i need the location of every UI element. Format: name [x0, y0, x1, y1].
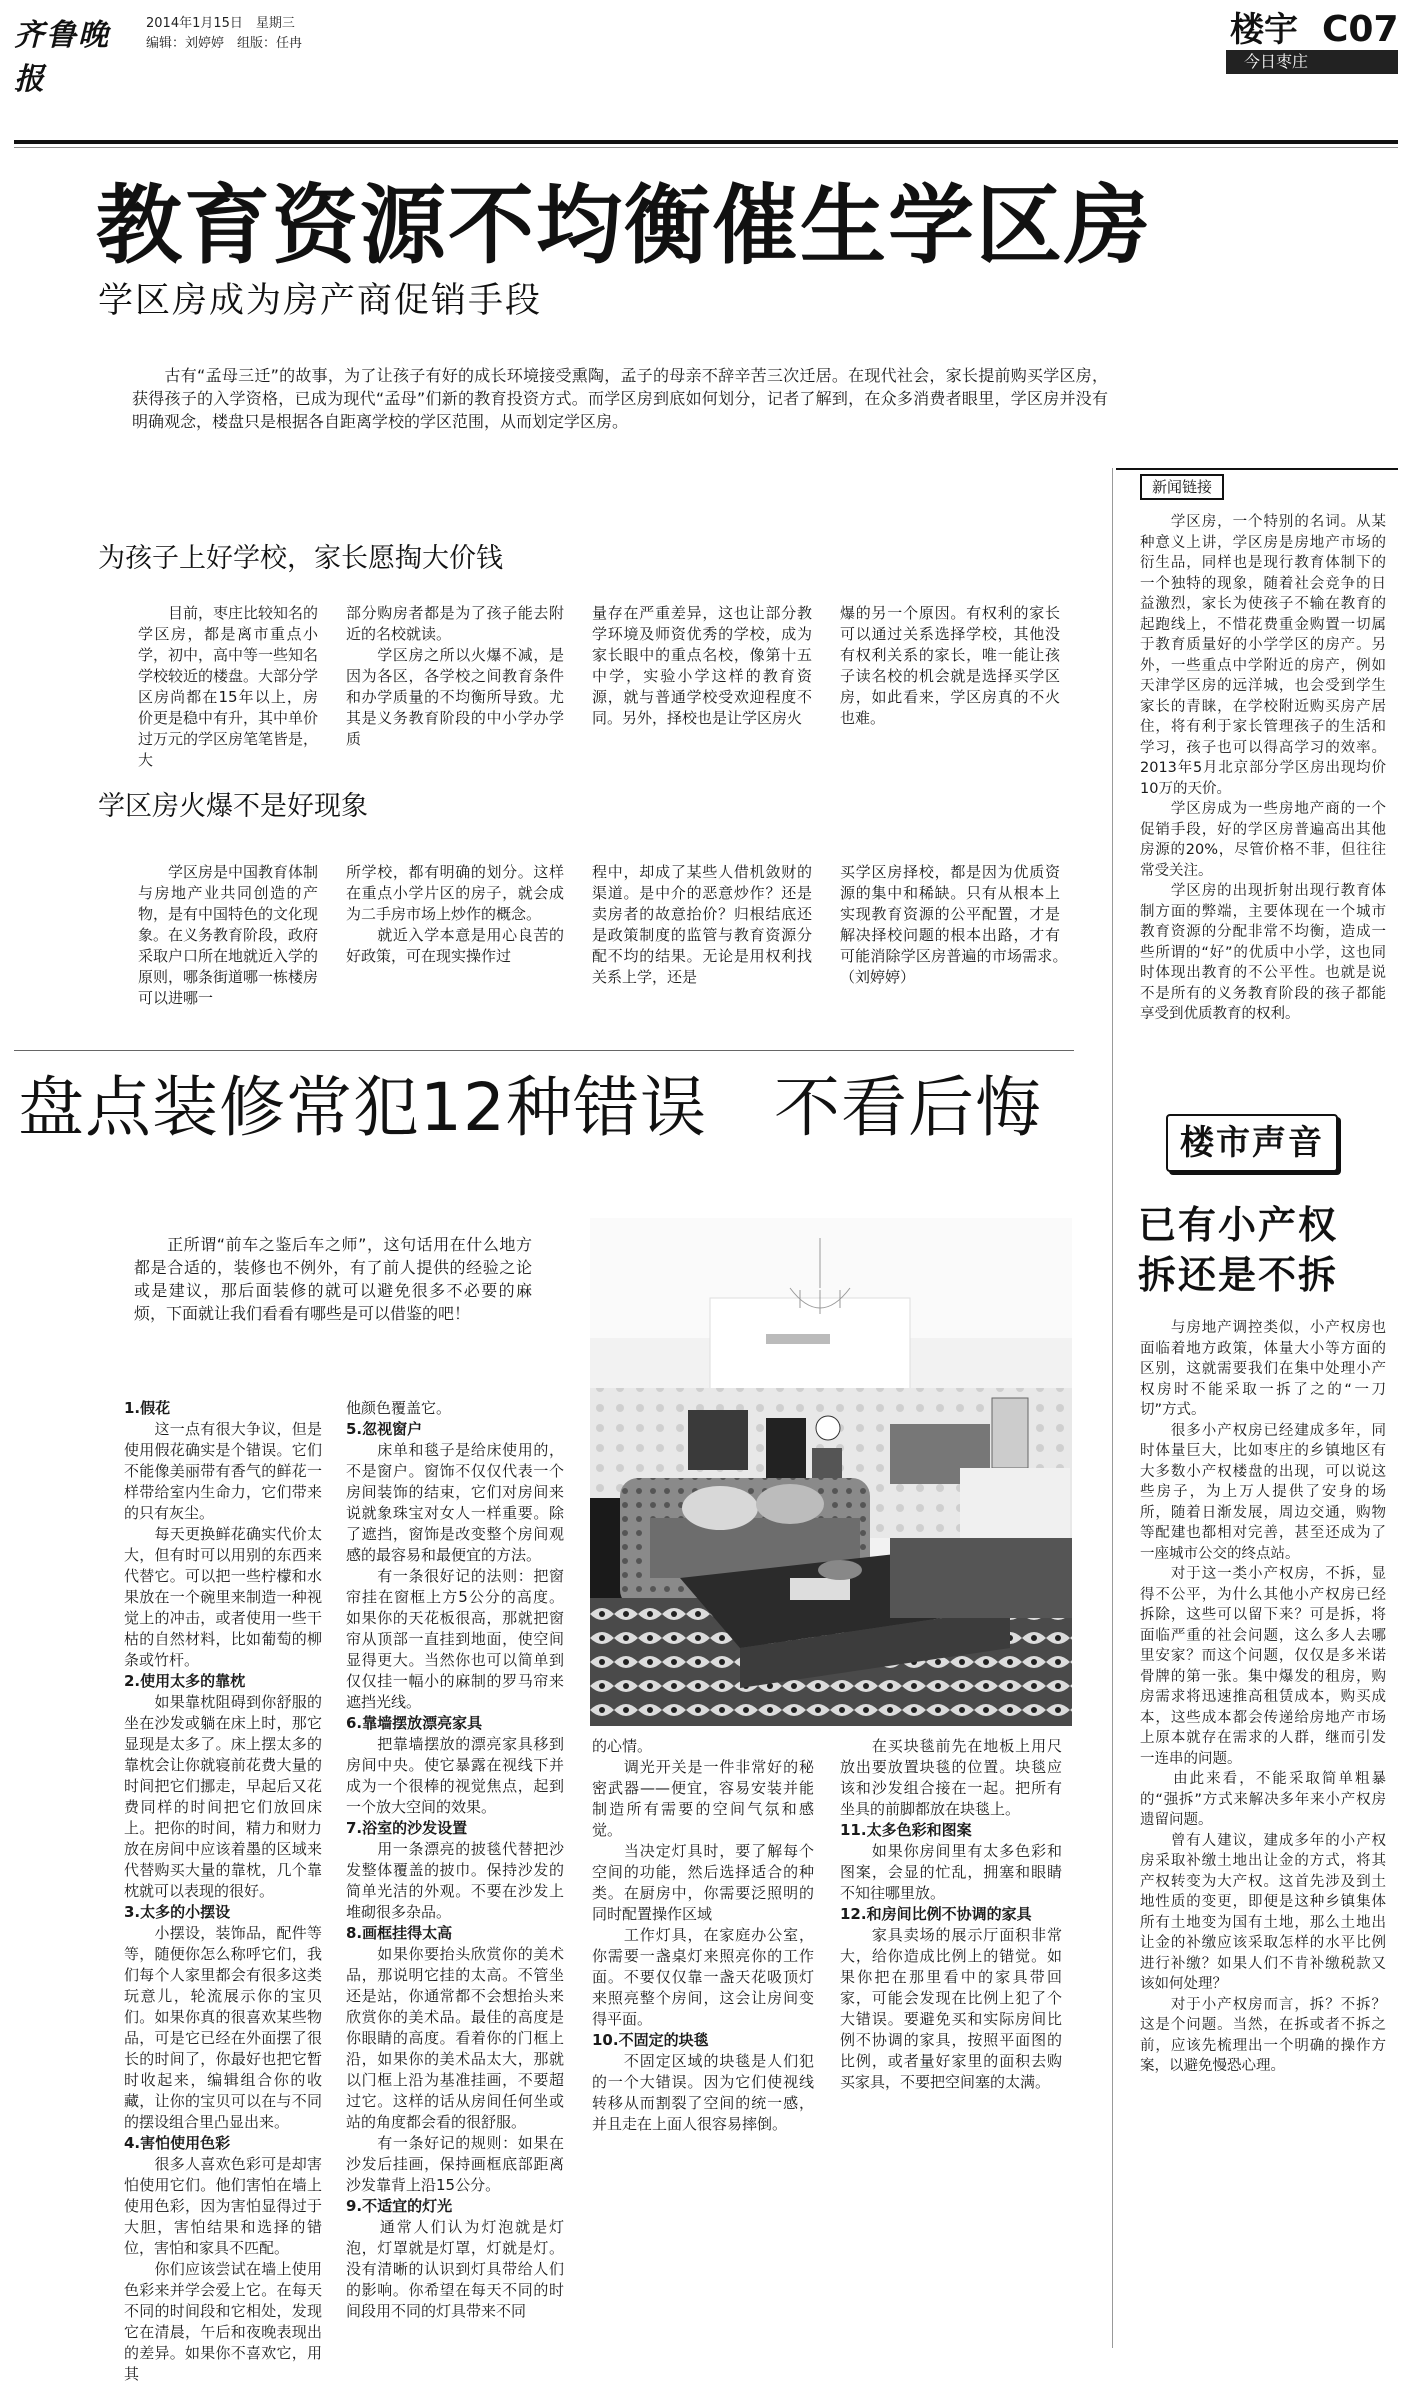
lead-section2-col: 学区房是中国教育体制与房地产业共同创造的产物，是有中国特色的文化现象。在义务教育阶段，政府采取户口所在地就近入学的原则，哪条街道哪一栋楼房可以进哪一	[138, 863, 319, 1007]
item-body: 在买块毯前先在地板上用尺放出要放置块毯的位置。块毯应该和沙发组合接在一起。把所有坐具的前脚都放在块毯上。	[840, 1737, 1062, 1818]
item-body: 把靠墙摆放的漂亮家具移到房间中央。使它暴露在视线下并成为一个很棒的视觉焦点，起到一个放大空间的效果。	[346, 1735, 564, 1816]
item-body: 他颜色覆盖它。	[346, 1399, 452, 1417]
item-body: 通常人们认为灯泡就是灯泡，灯罩就是灯罩，灯就是灯。没有清晰的认识到灯具带给人们的影响。你希望在每天不同的时间段用不同的灯具带来不同	[346, 2218, 564, 2320]
date-line: 2014年1月15日 星期三	[146, 16, 295, 31]
second-col-1	[124, 1398, 322, 2383]
opinion-badge: 楼市声音	[1166, 1114, 1338, 1172]
item-body: 不固定区域的块毯是人们犯的一个大错误。因为它们使视线转移从而割裂了空间的统一感，并且走在上面人很容易摔倒。	[592, 2052, 814, 2133]
second-col-2	[346, 1398, 564, 2322]
second-intro: 正所谓“前车之鉴后车之师”，这句话用在什么地方都是合适的，装修也不例外，有了前人提供的经验之论或是建议，那后面装修的就可以避免很多不必要的麻烦，下面就让我们看看有哪些是可以借鉴的吧！	[134, 1235, 532, 1323]
second-headline: 盘点装修常犯12种错误 不看后悔	[18, 1069, 1042, 1146]
item-body: 这一点有很大争议，但是使用假花确实是个错误。它们不能像美丽带有香气的鲜花一样带给室内生命力，它们带来的只有灰尘。 每天更换鲜花确实代价太大，但有时可以用别的东西来代替它。可以把一些柠檬和水果放在一个碗里来制造一种视觉上的冲击，或者使用一些干枯的自然材料，比如葡萄的柳条或竹杆。	[124, 1420, 322, 1669]
opinion-column-rule	[1112, 468, 1113, 2348]
item-body: 的心情。 调光开关是一件非常好的秘密武器——便宜，容易安装并能制造所有需要的空间气氛和感觉。 当决定灯具时，要了解每个空间的功能，然后选择适合的种类。在厨房中，你需要泛照明的同时配置操作区域 工作灯具，在家庭办公室，你需要一盏桌灯来照亮你的工作面。不要仅仅靠一盏天花吸顶灯来照亮整个房间，这会让房间变得平面。	[592, 1737, 814, 2028]
lead-section2-col: 所学校，都有明确的划分。这样在重点小学片区的房子，就会成为二手房市场上炒作的概念。 就近入学本意是用心良苦的好政策，可在现实操作过	[346, 863, 564, 965]
page-number: C07	[1322, 9, 1399, 50]
item-title: 11.太多色彩和图案	[840, 1821, 972, 1839]
item-body: 用一条漂亮的披毯代替把沙发整体覆盖的披巾。保持沙发的简单光洁的外观。不要在沙发上堆砌很多杂品。	[346, 1840, 564, 1921]
lead-subhead: 学区房成为房产商促销手段	[98, 281, 543, 321]
second-col-4	[840, 1736, 1062, 2093]
second-col-3	[592, 1736, 814, 2135]
item-title: 1.假花	[124, 1399, 171, 1417]
section-divider	[14, 1050, 1074, 1051]
item-title: 8.画框挂得太高	[346, 1924, 453, 1942]
lead-section2-col: 程中，却成了某些人借机敛财的渠道。是中介的恶意炒作？还是卖房者的故意抬价？归根结底还是政策制度的监管与教育资源分配不均的结果。无论是用权利找关系上学，还是	[592, 863, 812, 986]
item-body: 很多人喜欢色彩可是却害怕使用它们。他们害怕在墙上使用色彩，因为害怕显得过于大胆，害怕结果和选择的错位，害怕和家具不匹配。 你们应该尝试在墙上使用色彩来并学会爱上它。在每天不同的时间段和它相处，发现它在清晨，午后和夜晚表现出的差异。如果你不喜欢它，用其	[124, 2155, 322, 2383]
lead-section1-col: 目前，枣庄比较知名的学区房，都是离市重点小学，初中，高中等一些知名学校较近的楼盘。大部分学区房尚都在15年以上，房价更是稳中有升，其中单价过万元的学区房笔笔皆是，大	[138, 604, 319, 769]
opinion-text: 与房地产调控类似，小产权房也面临着地方政策，体量大小等方面的区别，这就需要我们在集中处理小产权房时不能采取一拆了之的“一刀切”方式。 很多小产权房已经建成多年，同时体量巨大，比如枣庄的乡镇地区有大多数小产权楼盘的出现，可以说这些房子，为上万人提供了安身的场所，随着日渐发展，周边交通，购物等配建也都相对完善，甚至还成为了一座城市公交的终点站。 对于这一类小产权房，不拆，显得不公平，为什么其他小产权房已经拆除，这些可以留下来？可是拆，将面临严重的社会问题，这么多人去哪里安家？而这个问题，仅仅是多米诺骨牌的第一张。集中爆发的租房，购房需求将迅速推高租赁成本，购买成本，这些成本都会传递给房地产市场上原本就存在需求的人群，继而引发一连串的问题。 由此来看，不能采取简单粗暴的“强拆”方式来解决多年来小产权房遗留问题。 曾有人建议，建成多年的小产权房采取补缴土地出让金的方式，将其产权转变为大产权。这首先涉及到土地性质的变更，即便是这种乡镇集体所有土地变为国有土地，那么土地出让金的补缴应该采取怎样的水平比例进行补缴？如果人们不肯补缴税款又该如何处理？ 对于小产权房而言，拆？不拆？这是个问题。当然，在拆或者不拆之前，应该先梳理出一个明确的操作方案，以避免慢恐心理。	[1140, 1320, 1386, 2074]
news-link-text: 学区房，一个特别的名词。从某种意义上讲，学区房是房地产市场的衍生品，同样也是现行教育体制下的一个独特的现象，随着社会竞争的日益激烈，家长为使孩子不输在教育的起跑线上，不惜花费重金购置一切属于教育质量好的小学学区的房产。另外，一些重点中学附近的房产，例如天津学区房的远洋城，也会受到学生家长的青睐，在学校附近购买房产居住，将有利于家长管理孩子的生活和学习，孩子也可以得高学习的效率。2013年5月北京部分学区房出现均价10万的天价。 学区房成为一些房地产商的一个促销手段，好的学区房普遍高出其他房源的20%，尽管价格不菲，但往往常受关注。 学区房的出现折射出现行教育体制方面的弊端，主要体现在一个城市教育资源的分配非常不均衡，造成一些所谓的“好”的优质中小学，这也同时体现出教育的不公平性。也就是说不是所有的义务教育阶段的孩子都能享受到优质教育的权利。	[1140, 514, 1386, 1022]
opinion-headline-2: 拆还是不拆	[1138, 1253, 1339, 1297]
item-title: 6.靠墙摆放漂亮家具	[346, 1714, 483, 1732]
lead-headline: 教育资源不均衡催生学区房	[96, 176, 1152, 276]
lead-section2-col: 买学区房择校，都是因为优质资源的集中和稀缺。只有从根本上实现教育资源的公平配置，才是解决择校问题的根本出路，才有可能消除学区房普遍的市场需求。 （刘婷婷）	[840, 863, 1076, 986]
item-body: 如果靠枕阻碍到你舒服的坐在沙发或躺在床上时，那它显现是太多了。床上摆太多的靠枕会让你就寝前花费大量的时间把它们挪走，早起后又花费同样的时间把它们放回床上。把你的时间，精力和财力放在房间中应该着墨的区域来代替购买大量的靠枕，几个靠枕就可以表现的很好。	[124, 1693, 322, 1900]
item-body: 如果你要抬头欣赏你的美术品，那说明它挂的太高。不管坐还是站，你通常都不会想抬头来欣赏你的美术品。最佳的高度是你眼睛的高度。看着你的门框上沿，如果你的美术品太大，那就以门框上沿为基准挂画，不要超过它。这样的话从房间任何坐或站的角度都会看的很舒服。 有一条好记的规则：如果在沙发后挂画，保持画框底部距离沙发靠背上沿15公分。	[346, 1945, 564, 2194]
editor-line: 编辑：刘婷婷 组版：任冉	[146, 36, 303, 51]
masthead-rule	[14, 140, 1398, 144]
lead-intro: 古有“孟母三迁”的故事，为了让孩子有好的成长环境接受熏陶，孟子的母亲不辞辛苦三次迁居。在现代社会，家长提前购买学区房，获得孩子的入学资格，已成为现代“孟母”们新的教育投资方式。而学区房到底如何划分，记者了解到，在众多消费者眼里，学区房并没有明确观念，楼盘只是根据各自距离学校的学区范围，从而划定学区房。	[132, 366, 1108, 431]
news-link-tag: 新闻链接	[1140, 474, 1224, 500]
item-title: 5.忽视窗户	[346, 1420, 423, 1438]
lead-section1-col: 量存在严重差异，这也让部分教学环境及师资优秀的学校，成为家长眼中的重点名校，像第十五中学，实验小学这样的教育资源，就与普通学校受欢迎程度不同。另外，择校也是让学区房火	[592, 604, 812, 727]
living-room-illustration	[590, 1218, 1072, 1726]
section-name: 楼宇	[1230, 10, 1298, 50]
paper-logo: 齐鲁晚报	[14, 18, 110, 97]
item-body: 家具卖场的展示厅面积非常大，给你造成比例上的错觉。如果你把在那里看中的家具带回家，可能会发现在比例上犯了个大错误。要避免买和实际房间比例不协调的家具，按照平面图的比例，或者量好家里的面积去购买家具，不要把空间塞的太满。	[840, 1926, 1062, 2091]
item-title: 9.不适宜的灯光	[346, 2197, 453, 2215]
item-body: 如果你房间里有太多色彩和图案，会显的忙乱，拥塞和眼睛不知往哪里放。	[840, 1842, 1062, 1902]
lead-section1-col: 部分购房者都是为了孩子能去附近的名校就读。 学区房之所以火爆不减，是因为各区，各学校之间教育条件和办学质量的不均衡所导致。尤其是义务教育阶段的中小学办学质	[346, 604, 564, 748]
news-link-rule	[1116, 468, 1398, 470]
interior-photo	[590, 1218, 1072, 1726]
subsection-name: 今日枣庄	[1244, 52, 1309, 71]
lead-section2-title: 学区房火爆不是好现象	[98, 791, 368, 822]
item-title: 2.使用太多的靠枕	[124, 1672, 246, 1690]
item-title: 7.浴室的沙发设置	[346, 1819, 468, 1837]
item-title: 12.和房间比例不协调的家具	[840, 1905, 1032, 1923]
lead-section1-col: 爆的另一个原因。有权利的家长可以通过关系选择学校，其他没有权利关系的家长，唯一能让孩子读名校的机会就是选择买学区房，如此看来，学区房真的不火也难。	[840, 604, 1060, 727]
item-title: 10.不固定的块毯	[592, 2031, 709, 2049]
item-body: 床单和毯子是给床使用的，不是窗户。窗饰不仅仅代表一个房间装饰的结束，它们对房间来说就象珠宝对女人一样重要。除了遮挡，窗饰是改变整个房间观感的最容易和最便宜的方法。 有一条很好记的法则：把窗帘挂在窗框上方5公分的高度。如果你的天花板很高，那就把窗帘从顶部一直挂到地面，使空间显得更大。当然你也可以简单到仅仅挂一幅小的麻制的罗马帘来遮挡光线。	[346, 1441, 564, 1711]
item-title: 4.害怕使用色彩	[124, 2134, 231, 2152]
item-title: 3.太多的小摆设	[124, 1903, 231, 1921]
opinion-headline-1: 已有小产权	[1138, 1203, 1339, 1247]
masthead-rule-thin	[14, 147, 1398, 148]
lead-section1-title: 为孩子上好学校，家长愿掏大价钱	[98, 543, 503, 574]
item-body: 小摆设，装饰品，配件等等，随便你怎么称呼它们，我们每个人家里都会有很多这类玩意儿，轮流展示你的宝贝们。如果你真的很喜欢某些物品，可是它已经在外面摆了很长的时间了，你最好也把它暂时收起来，编辑组合你的收藏，让你的宝贝可以在与不同的摆设组合里凸显出来。	[124, 1924, 322, 2131]
